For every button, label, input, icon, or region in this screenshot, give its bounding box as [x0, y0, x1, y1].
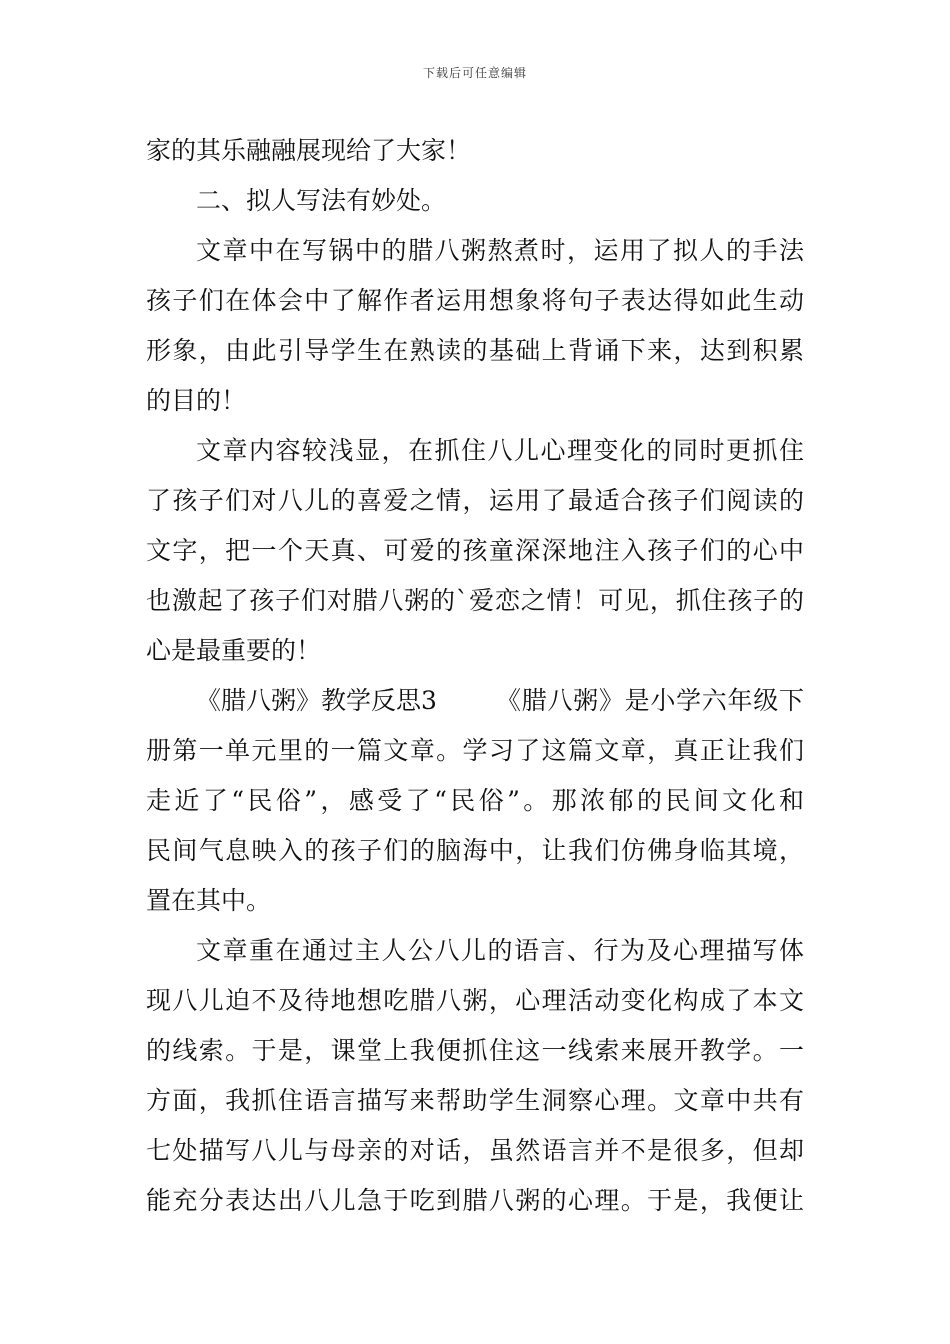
text-line: 文字，把一个天真、可爱的孩童深深地注入孩子们的心中 [146, 536, 804, 565]
section-title: 《腊八粥》教学反思3 [196, 686, 437, 715]
text-line: 家的其乐融融展现给了大家！ [146, 136, 472, 165]
text-line: 形象，由此引导学生在熟读的基础上背诵下来，达到积累 [146, 336, 804, 365]
text-line: 文章内容较浅显，在抓住八儿心理变化的同时更抓住 [196, 436, 804, 465]
text-line: 文章重在通过主人公八儿的语言、行为及心理描写体 [196, 936, 804, 965]
text-line: 心是最重要的！ [146, 636, 322, 665]
section-heading: 二、拟人写法有妙处。 [196, 186, 447, 215]
text-line: 册第一单元里的一篇文章。学习了这篇文章，真正让我们 [146, 736, 804, 765]
text-line: 置在其中。 [146, 886, 272, 915]
text-line: 了孩子们对八儿的喜爱之情，运用了最适合孩子们阅读的 [146, 486, 804, 515]
text-line: 能充分表达出八儿急于吃到腊八粥的心理。于是，我便让 [146, 1186, 804, 1215]
text-line: 也激起了孩子们对腊八粥的`爱恋之情！可见，抓住孩子的 [146, 586, 804, 615]
text-line: 的目的！ [146, 386, 247, 415]
text-line: 七处描写八儿与母亲的对话，虽然语言并不是很多，但却 [146, 1136, 804, 1165]
text-line: 文章中在写锅中的腊八粥熬煮时，运用了拟人的手法 [196, 236, 804, 265]
text-line: 现八儿迫不及待地想吃腊八粥，心理活动变化构成了本文 [146, 986, 804, 1015]
text-line: 走近了“民俗”，感受了“民俗”。那浓郁的民间文化和 [146, 786, 804, 815]
text-line: 方面，我抓住语言描写来帮助学生洞察心理。文章中共有 [146, 1086, 804, 1115]
text-line: 《腊八粥》是小学六年级下 [496, 686, 804, 715]
page-header: 下载后可任意编辑 [422, 66, 527, 80]
text-line: 民间气息映入的孩子们的脑海中，让我们仿佛身临其境， [146, 836, 804, 865]
text-line: 孩子们在体会中了解作者运用想象将句子表达得如此生动 [146, 286, 804, 315]
text-line: 的线索。于是，课堂上我便抓住这一线索来展开教学。一 [146, 1036, 804, 1065]
